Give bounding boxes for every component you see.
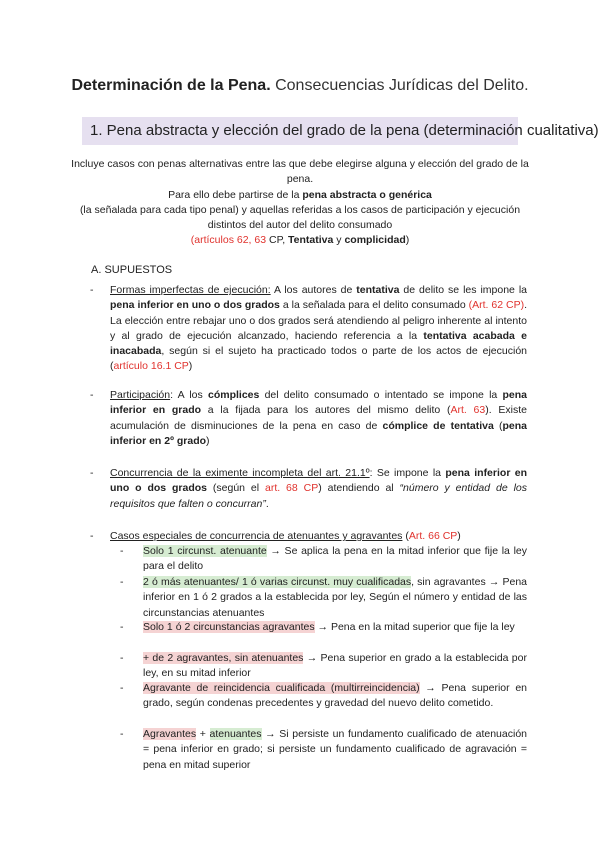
intro-line-2-text: Para ello debe partirse de la [168,188,303,201]
sub-item-2 [120,575,527,621]
text-run: → Pena superior en grado a la establecida por ley, en su mitad inferior [143,652,527,680]
section-a-heading: A. SUPUESTOS [91,264,173,276]
bullet-dash: - [120,576,124,588]
text-run: : A los [170,389,208,401]
list-item-tentativa [90,283,527,375]
article-ref: Art. 63 [450,404,486,417]
sub-item-6 [120,727,527,773]
text-run: ( [402,530,409,542]
bullet-dash: - [120,621,124,633]
text-run: a la fijada para los autores del mismo delito ( [201,404,451,417]
article-ref: artículo 16.1 CP [113,360,189,373]
highlight-red: Agravante de reincidencia cualificada (multirreincidencia) [143,682,420,694]
bullet-dash: - [120,728,124,740]
text-run: → Si persiste un fundamento cualificado de atenuación = pena inferior en grado; si persiste un fundamento cualificado de agravación = pena en mitad superior [143,728,527,771]
text-run: (según el [207,482,265,495]
sub-item-1 [120,544,527,575]
highlight-red: + de 2 agravantes, sin atenuantes [143,652,304,664]
list-item-eximente [90,466,527,512]
bold-run: cómplices [207,389,260,401]
text-run: ( [493,419,503,432]
bullet-dash: - [120,682,124,694]
text-run: . [265,497,269,510]
text-run: ) [457,530,461,542]
bold-run: tentativa acabada e inacabada [110,329,527,358]
text-run: ) atendiendo al [318,482,400,495]
bullet-dash: - [120,652,124,664]
intro-paragraph [70,157,530,249]
item-lead: Participación [110,389,171,401]
sub-item-text [143,651,527,682]
text-run: A los autores de [270,284,357,296]
text-run: del delito consumado o intentado se impone la [259,389,503,401]
highlight-red: Agravantes [143,728,197,740]
text-run: ) [206,434,210,447]
highlight-green: 2 ó más atenuantes/ 1 ó varias circunst. muy cualificadas [143,576,412,588]
text-run: a la señalada para el delito consumado [279,299,469,312]
intro-line-4 [70,233,530,248]
text-run: de delito se les impone la [399,284,527,296]
intro-line-2 [70,188,530,203]
intro-cp: CP, [266,234,289,247]
bullet-dash: - [90,467,94,479]
bullet-dash: - [90,389,94,401]
intro-line-3: (la señalada para cada tipo penal) y aquellas referidas a los casos de participación y ejecución distintos del autor del delito consumado [79,203,521,232]
text-run: ) [188,360,193,373]
article-ref: Art. 66 CP [408,530,458,542]
item-lead: Formas imperfectas de ejecución: [110,284,271,296]
bullet-dash: - [90,284,94,296]
intro-complicidad: complicidad [344,234,406,247]
list-item-especiales [90,529,527,544]
highlight-red: Solo 1 ó 2 circunstancias agravantes [143,621,315,633]
item-lead: Casos especiales de concurrencia de atenuantes y agravantes [110,530,403,542]
text-run: ). Existe acumulación de disminuciones de la pena en caso de [110,404,527,432]
list-item-text [110,529,527,544]
bold-run: cómplice de tentativa [382,419,494,432]
intro-line-1: Incluye casos con penas alternativas entre las que debe elegirse alguna y elección del grado de la pena. [71,158,529,186]
text-run: → Pena en la mitad superior que fije la ley [314,621,515,633]
title-bold: Determinación de la Pena. [71,77,271,94]
bold-run: tentativa [356,284,400,296]
sub-item-text [143,620,527,635]
bold-run: pena inferior en 2º grado [110,419,527,447]
bold-run: pena inferior en uno o dos grados [110,467,528,495]
article-ref: (Art. 62 CP) [468,299,525,312]
sub-item-text [143,727,527,773]
list-item-text [110,388,527,449]
intro-tentativa: Tentativa [288,234,334,247]
section-heading-1: 1. Pena abstracta y elección del grado de la pena (determinación cualitativa) [82,117,518,145]
text-run: → Se aplica la pena en la mitad inferior que fije la ley para el delito [143,545,527,573]
intro-articles-ref: artículos 62, 63 [194,234,267,247]
bold-run: pena inferior en uno o dos grados [110,299,280,312]
title-rest: Consecuencias Jurídicas del Delito. [270,77,529,94]
intro-and: y [333,234,345,247]
sub-item-5 [120,681,527,712]
list-item-participacion [90,388,527,449]
item-lead: Concurrencia de la eximente incompleta del art. 21.1º [110,467,370,479]
list-item-text [110,283,527,375]
highlight-green: atenuantes [209,728,262,740]
text-run: → Pena superior en grado, según condenas precedentes y gravedad del nuevo delito cometido. [143,682,527,710]
text-run: : Se impone la [369,467,446,479]
sub-item-text [143,575,527,621]
list-item-text [110,466,527,512]
bold-run: pena inferior en grado [110,389,527,417]
highlight-green: Solo 1 circunst. atenuante [143,545,267,557]
text-run: . La elección entre rebajar uno o dos grados será atendiendo al peligro inherente al intento y al grado de ejecución alcanzado, haciendo referencia a la [110,299,527,342]
bullet-dash: - [90,530,94,542]
article-ref: art. 68 CP [264,482,319,495]
intro-line-2-bold: pena abstracta o genérica [302,188,432,201]
intro-paren-open: ( [190,234,195,247]
text-run: , según si el sujeto ha practicado todos o parte de los actos de ejecución ( [110,345,527,373]
intro-paren-close: ) [405,234,410,247]
bullet-dash: - [120,545,124,557]
text-run: + [196,728,210,740]
text-run: , sin agravantes → Pena inferior en 1 ó 2 grados a la establecida por ley, Según el número y entidad de las circunstancias atenuantes [143,576,527,619]
sub-item-4 [120,651,527,682]
sub-item-text [143,544,527,575]
sub-item-3 [120,620,527,635]
document-title [0,76,600,96]
italic-quote: “número y entidad de los requisitos que falten o concurran” [110,482,527,510]
sub-item-text [143,681,527,712]
